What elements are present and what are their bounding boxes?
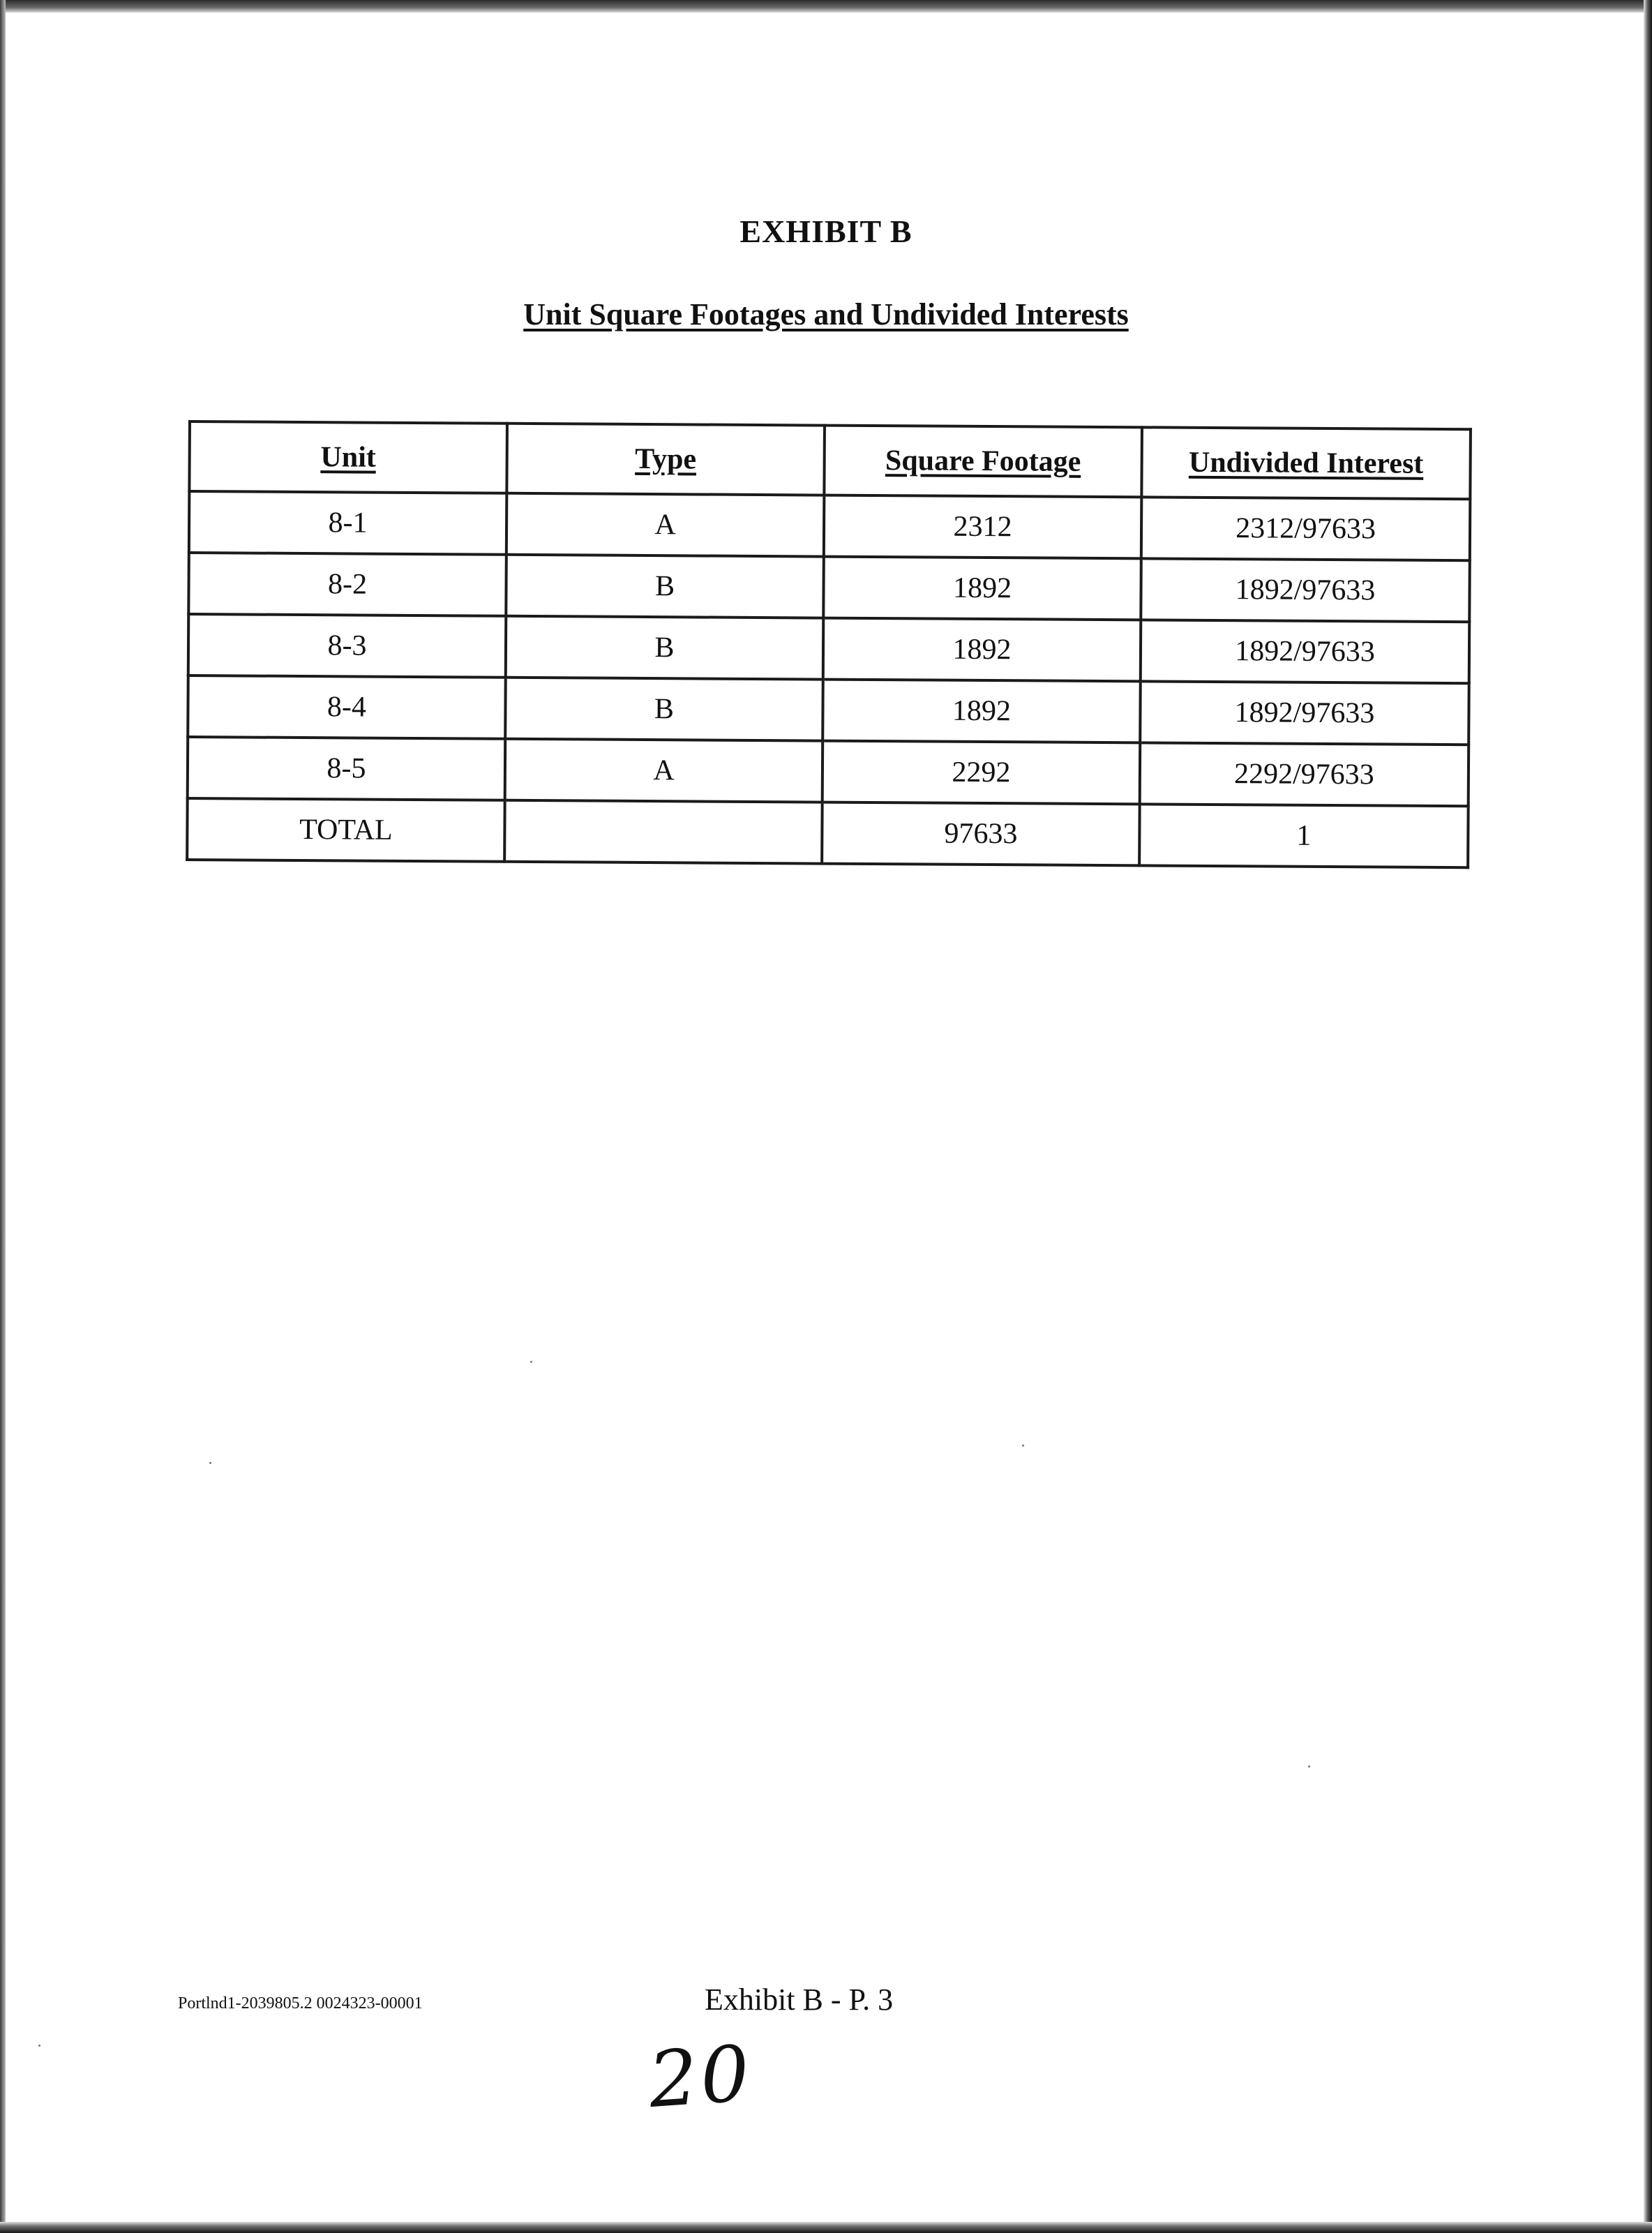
table-header-row [189,421,1471,499]
scan-speck [1308,1765,1310,1768]
cell-undivided-interest: 2312/97633 [1141,497,1471,560]
cell-undivided-interest: 2292/97633 [1140,742,1469,806]
table-row [189,491,1471,560]
scan-edge-bottom [0,2222,1652,2233]
cell-total-label: TOTAL [187,798,505,862]
footer-page-label: Exhibit B - P. 3 [705,1982,894,2017]
cell-undivided-interest: 1892/97633 [1140,681,1469,745]
cell-total-type [504,800,823,864]
cell-unit: 8-2 [188,553,506,616]
header-square-footage: Square Footage [824,426,1142,498]
table-row [188,737,1469,806]
cell-unit: 8-3 [188,614,506,678]
exhibit-table-container [186,420,1469,869]
cell-total-square-footage: 97633 [822,802,1140,866]
scan-edge-right [1644,0,1652,2233]
cell-type: B [506,616,824,680]
table-row [188,553,1470,622]
handwritten-page-number: 20 [645,2028,756,2126]
cell-type: A [506,493,825,557]
cell-unit: 8-4 [188,675,506,739]
table-row [188,675,1469,745]
scan-speck [38,2045,40,2047]
cell-type: A [505,739,823,802]
cell-type: B [505,678,823,741]
cell-square-footage: 1892 [823,618,1141,682]
scan-speck [530,1361,532,1363]
header-unit: Unit [189,421,507,493]
exhibit-subtitle: Unit Square Footages and Undivided Interests [523,297,1129,331]
unit-footage-table [186,420,1472,869]
scan-edge-top [0,0,1652,13]
table-total-row [187,798,1469,867]
cell-total-undivided-interest: 1 [1139,804,1469,867]
cell-square-footage: 2312 [824,495,1142,559]
cell-square-footage: 1892 [823,680,1141,743]
cell-unit: 8-1 [189,491,507,555]
scan-edge-left [0,0,6,2233]
cell-square-footage: 2292 [823,741,1141,805]
cell-undivided-interest: 1892/97633 [1141,558,1470,622]
cell-type: B [506,555,824,618]
exhibit-title: EXHIBIT B [739,214,913,249]
scan-speck [209,1462,211,1464]
scan-speck [1022,1444,1024,1447]
cell-square-footage: 1892 [823,557,1141,620]
cell-unit: 8-5 [188,737,506,800]
table-row [188,614,1470,683]
cell-undivided-interest: 1892/97633 [1141,620,1470,683]
footer-document-id: Portlnd1-2039805.2 0024323-00001 [178,1994,423,2012]
header-type: Type [506,424,825,495]
header-undivided-interest: Undivided Interest [1141,427,1471,499]
